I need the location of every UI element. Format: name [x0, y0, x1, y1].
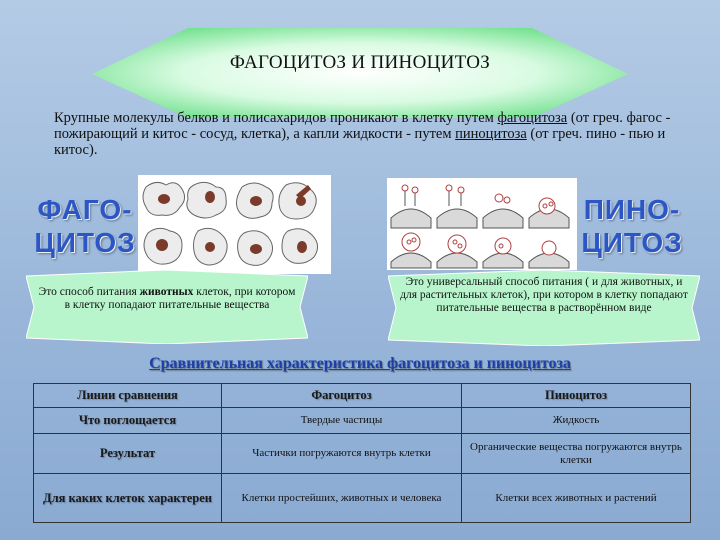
- table-cell: Твердые частицы: [222, 408, 462, 434]
- phagocytosis-illustration: [138, 175, 331, 274]
- intro-text-1: Крупные молекулы белков и полисахаридов проникают в клетку путем: [54, 110, 498, 126]
- table-row: [34, 408, 691, 434]
- intro-paragraph: [54, 110, 702, 158]
- table-row: [34, 474, 691, 523]
- table-header-cell: Пиноцитоз: [462, 384, 691, 408]
- table-cell: Клетки простейших, животных и человека: [222, 474, 462, 523]
- phagocytosis-caption: [36, 286, 298, 312]
- pinocytosis-caption: Это универсальный способ питания ( и для животных, и для растительных клеток), при котором в клетку попадают питательные вещества в растворённом виде: [400, 276, 688, 314]
- phagocytosis-caption-text-2: клеток, при котором в клетку попадают питательные вещества: [64, 286, 296, 311]
- table-cell: Органические вещества погружаются внутрь клетки: [462, 434, 691, 474]
- pinocytosis-heading: [574, 193, 690, 259]
- intro-text-2: (от греч. фагос - пожирающий и китос - сосуд, клетка), а капли жидкости - путем: [54, 110, 671, 142]
- pinocytosis-illustration: [387, 178, 577, 270]
- phagocytosis-image: [138, 175, 331, 274]
- table-header-cell: Линии сравнения: [34, 384, 222, 408]
- table-cell: Клетки всех животных и растений: [462, 474, 691, 523]
- table-cell: Для каких клеток характерен: [34, 474, 222, 523]
- table-header-cell: Фагоцитоз: [222, 384, 462, 408]
- phagocytosis-heading: [30, 193, 140, 259]
- pinocytosis-heading-line1: ПИНО-: [583, 194, 681, 225]
- comparison-title: Сравнительная характеристика фагоцитоза и пиноцитоза: [149, 355, 571, 372]
- comparison-table: [33, 383, 691, 523]
- phagocytosis-heading-line2: ЦИТОЗ: [34, 227, 136, 258]
- phagocytosis-caption-text-1: Это способ питания: [38, 286, 140, 298]
- table-cell: Что поглощается: [34, 408, 222, 434]
- intro-term-pinocytosis: пиноцитоза: [455, 126, 527, 142]
- intro-term-phagocytosis: фагоцитоза: [497, 110, 568, 126]
- table-cell: Результат: [34, 434, 222, 474]
- table-header-row: [34, 384, 691, 408]
- intro-text-3: (от греч. пино - пью и китос).: [54, 126, 666, 158]
- table-cell: Частички погружаются внутрь клетки: [222, 434, 462, 474]
- table-row: [34, 434, 691, 474]
- page-title: ФАГОЦИТОЗ И ПИНОЦИТОЗ: [229, 52, 491, 73]
- phagocytosis-caption-bold: животных: [139, 286, 194, 298]
- pinocytosis-image: [387, 178, 577, 270]
- table-cell: Жидкость: [462, 408, 691, 434]
- phagocytosis-heading-line1: ФАГО-: [37, 194, 133, 225]
- pinocytosis-heading-line2: ЦИТОЗ: [581, 227, 683, 258]
